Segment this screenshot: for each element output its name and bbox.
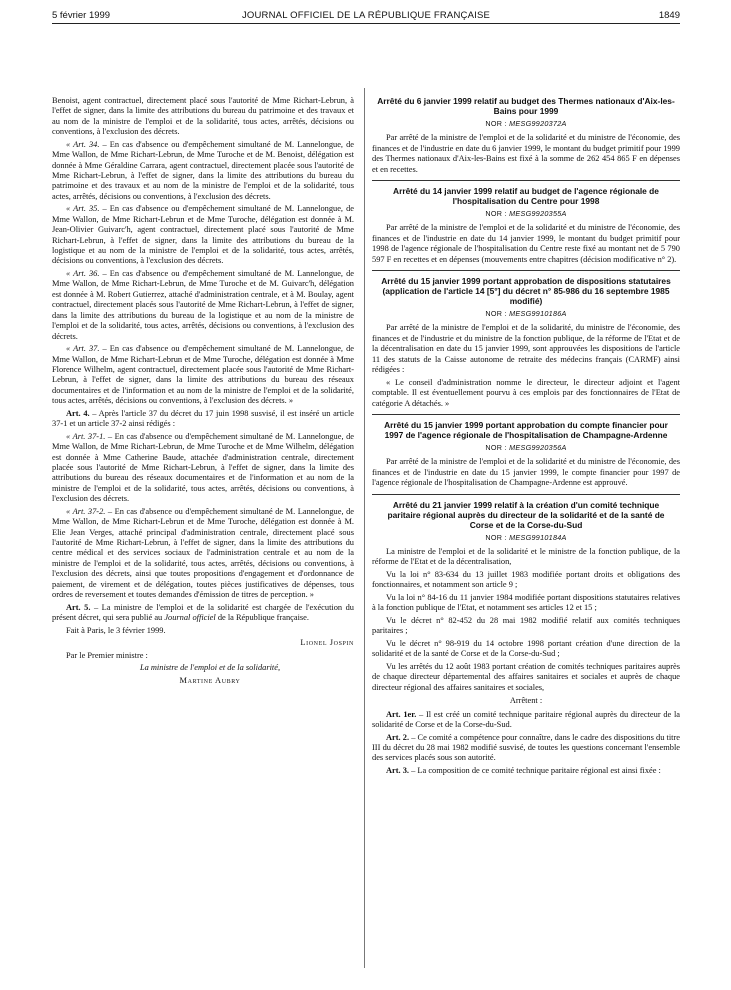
decree-5-article-2-label: Art. 2.	[386, 732, 410, 742]
decree-block-4	[372, 420, 680, 489]
decree-5-article-1-label: Art. 1er.	[386, 709, 417, 719]
decree-5-nor-code: MESG9910184A	[509, 532, 567, 542]
signature-prime-minister: Lionel Jospin	[300, 638, 354, 648]
article-37-label: « Art. 37.	[66, 344, 100, 354]
block-separator	[372, 414, 680, 415]
article-37-1	[52, 432, 354, 505]
decree-5-article-3-text: – La composition de ce comité technique paritaire régional est ainsi fixée :	[409, 765, 661, 775]
decree-1-text: Par arrêté de la ministre de l'emploi et de la solidarité et du ministre de l'économie, des finances et de l'industrie en date du 6 janvier 1999, le montant du budget primitif pour 1999 des Thermes nationaux d'Aix-les-Bains est fixé à la somme de 262 454 865 F en dépenses et en recettes.	[372, 133, 680, 174]
article-37-text: – En cas d'absence ou d'empêchement simultané de M. Lannelongue, de Mme Wallon, de Mme Richart-Lebrun et de Mme Turoche, délégation est donnée à Mme Florence Wilhelm, agent contractuel, directement placée sous l'autorité de Mme Richart-Lebrun, à l'effet de signer, dans la limite des attributions du bureau des réseaux documentaires et de l'information et au nom de la ministre de l'emploi et de la solidarité, tous actes, arrêtés, décisions ou conventions, à l'exclusion des décrets. »	[52, 344, 355, 406]
column-divider	[364, 88, 365, 968]
decree-5-visa-1: Vu la loi n° 83-634 du 13 juillet 1983 modifiée portant droits et obligations des fonctionnaires, et notamment son article 9 ;	[372, 569, 680, 590]
article-37-2-text: – En cas d'absence ou d'empêchement simultané de M. Lannelongue, de Mme Wallon, de Mme Richart-Lebrun et de Mme Turoche, délégation est donnée à M. Elie Jean Verges, attaché principal d'administration centrale, directement placé sous l'autorité de Mme Richart-Lebrun, à l'effet de signer, dans la limite des attributions du centre médical et des services sociaux de l'administration centrale et au nom de la ministre de l'emploi et de la solidarité, tous actes, arrêtés, décisions ou conventions, à l'exclusion des décrets, ainsi que toutes propositions d'engagement et d'ordonnance de paiement, de virement et de délégation, toutes pièces justificatives de dépenses, tous ordres de reversement et toutes demandes d'émission de titres de perception. »	[52, 506, 354, 599]
article-35-text: – En cas d'absence ou d'empêchement simultané de M. Lannelongue, de Mme Wallon, de Mme Richart-Lebrun et de Mme Turoche, délégation est donnée à M. Jean-Olivier Guivarc'h, agent contractuel, directement placé sous l'autorité de Mme Richart-Lebrun, à l'effet de signer, dans la limite des attributions du bureau de la logistique et au nom de la ministre de l'emploi et de la solidarité, tous actes, arrêtés, décisions ou conventions, à l'exclusion des décrets.	[52, 204, 355, 266]
page-header	[52, 8, 680, 24]
article-34-label: « Art. 34.	[66, 139, 100, 149]
decree-5-article-1-text: – Il est créé un comité technique paritaire régional auprès du directeur de la solidarité de Corse et de la Corse-du-Sud.	[372, 709, 681, 729]
decree-block-5	[372, 500, 680, 777]
article-5-label: Art. 5.	[66, 602, 91, 612]
article-4	[52, 409, 354, 430]
article-36-label: « Art. 36.	[66, 269, 100, 279]
decree-5-preamble: La ministre de l'emploi et de la solidarité et le ministre de la fonction publique, de la réforme de l'Etat et de la décentralisation,	[372, 546, 680, 567]
decree-4-nor	[372, 443, 680, 453]
article-5-journal-ref: Journal officiel	[164, 613, 216, 622]
block-separator	[372, 494, 680, 495]
signature-by-line: Par le Premier ministre :	[66, 650, 148, 660]
decree-4-text: Par arrêté de la ministre de l'emploi et de la solidarité et du ministre de l'économie, des finances et de l'industrie en date du 15 janvier 1999, le compte financier pour 1997 de l'agence régionale de l'hospitalisation de Champagne-Ardenne est approuvé.	[372, 457, 680, 488]
decree-3-text-1: Par arrêté de la ministre de l'emploi et de la solidarité, du ministre de l'économie, des finances et de l'industrie et du ministre de la fonction publique, de la réforme de l'Etat et de la décentralisation en date du 15 janvier 1999, sont approuvées les dispositions de l'article 11 des statuts de la Caisse autonome de retraite des médecins français (CARMF) ainsi rédigées :	[372, 323, 680, 375]
decree-2-nor-label: NOR :	[485, 209, 510, 219]
decree-3-text-2: « Le conseil d'administration nomme le directeur, le directeur adjoint et l'agent comptable. Il est éventuellement pourvu à ces emplois par des fonctionnaires de l'Etat de catégorie A détachés. »	[372, 377, 680, 408]
signature-minister-title: La ministre de l'emploi et de la solidarité,	[139, 663, 281, 673]
article-37-2	[52, 507, 354, 601]
article-5-text-b: de la République française.	[215, 613, 309, 622]
decree-1-title: Arrêté du 6 janvier 1999 relatif au budget des Thermes nationaux d'Aix-les-Bains pour 1999	[377, 96, 675, 116]
article-34	[52, 140, 354, 202]
decree-5-visa-4: Vu le décret n° 98-919 du 14 octobre 1998 portant création d'une direction de la solidarité et de la santé de Corse et de la Corse-du-Sud ;	[372, 638, 680, 659]
signature-date: Fait à Paris, le 3 février 1999.	[66, 625, 166, 635]
decree-3-nor-code: MESG9910186A	[509, 309, 567, 319]
article-35	[52, 204, 354, 266]
signature-minister-name: Martine Aubry	[179, 675, 241, 685]
decree-4-nor-code: MESG9920356A	[509, 442, 567, 452]
decree-2-nor	[372, 209, 680, 219]
decree-5-title: Arrêté du 21 janvier 1999 relatif à la création d'un comité technique paritaire régional auprès du directeur de la solidarité et de la santé de Corse et de la Corse-du-Sud	[387, 499, 665, 530]
decree-1-nor-code: MESG9920372A	[509, 119, 567, 128]
decree-5-article-2-text: – Ce comité a compétence pour connaître, dans le cadre des dispositions du titre III du décret du 28 mai 1982 modifié susvisé, de toutes les questions concernant l'ensemble des services placés sous son autorité.	[372, 732, 680, 763]
left-column	[52, 96, 354, 689]
article-36	[52, 269, 354, 342]
decree-5-article-1	[372, 710, 680, 731]
article-35-label: « Art. 35.	[66, 204, 100, 214]
article-4-label: Art. 4.	[66, 408, 90, 418]
decree-5-visa-5: Vu les arrêtés du 12 août 1983 portant création de comités techniques paritaires auprès de chaque directeur départemental des affaires sanitaires et sociales et auprès de chaque directeur régional des affaires sanitaires et sociales,	[372, 661, 680, 692]
decree-5-arretent: Arrêtent :	[509, 696, 543, 706]
decree-4-nor-label: NOR :	[485, 442, 510, 452]
decree-5-article-3-label: Art. 3.	[386, 765, 410, 775]
decree-5-visa-2: Vu la loi n° 84-16 du 11 janvier 1984 modifiée portant dispositions statutaires relatives à la fonction publique de l'Etat, et notamment ses articles 12 et 15 ;	[372, 592, 680, 613]
decree-2-text: Par arrêté de la ministre de l'emploi et de la solidarité et du ministre de l'économie, des finances et de l'industrie en date du 14 janvier 1999, le montant du budget primitif pour 1998 de l'agence régionale de l'hospitalisation du Centre reste fixé au montant net de 5 790 597 F en recettes et en dépenses (mouvements entre chapitres (décision modificative n° 2).	[372, 223, 680, 264]
decree-5-nor	[372, 533, 680, 543]
decree-3-title: Arrêté du 15 janvier 1999 portant approbation de dispositions statutaires (application de l'article 14 [5°] du décret n° 85-986 du 16 septembre 1985 modifié)	[381, 276, 671, 307]
decree-2-title: Arrêté du 14 janvier 1999 relatif au budget de l'agence régionale de l'hospitalisation du Centre pour 1998	[393, 186, 659, 207]
header-date: 5 février 1999	[52, 10, 111, 21]
block-separator	[372, 180, 680, 181]
block-separator	[372, 270, 680, 271]
decree-4-title: Arrêté du 15 janvier 1999 portant approbation du compte financier pour 1997 de l'agence régionale de l'hospitalisation de Champagne-Ardenne	[384, 419, 668, 440]
header-rule	[52, 23, 680, 24]
decree-5-article-2	[372, 733, 680, 764]
article-37	[52, 344, 354, 406]
right-column	[372, 96, 680, 780]
decree-3-nor	[372, 309, 680, 319]
header-page-number: 1849	[658, 10, 680, 21]
article-36-text: – En cas d'absence ou d'empêchement simultané de M. Lannelongue, de Mme Wallon, de Mme Richart-Lebrun, de Mme Turoche et de M. Guivarc'h, délégation est donnée à M. Robert Gutierrez, attaché d'administration centrale, et à M. Boulay, agent contractuel, directement placés sous l'autorité de Mme Richart-Lebrun, à l'effet de signer, dans la limite des attributions du bureau de la logistique et au nom de la ministre de l'emploi et de la solidarité, tous actes, arrêtés, décisions ou conventions, à l'exclusion des décrets.	[52, 269, 355, 341]
article-37-2-label: « Art. 37-2.	[66, 506, 106, 516]
decree-5-visa-3: Vu le décret n° 82-452 du 28 mai 1982 modifié relatif aux comités techniques paritaires ;	[372, 615, 680, 636]
article-34-text: – En cas d'absence ou d'empêchement simultané de M. Lannelongue, de Mme Wallon, de Mme Richart-Lebrun, de Mme Turoche et de M. Benoist, délégation est donnée à Mme Géraldine Carrara, agent contractuel, directement placée sous l'autorité de Mme Richart-Lebrun, à l'effet de signer, dans la limite des attributions du bureau du patrimoine et des travaux et au nom de la ministre de l'emploi et de la solidarité, tous actes, arrêtés, décisions ou conventions, à l'exclusion des décrets.	[52, 139, 355, 201]
decree-3-nor-label: NOR :	[485, 309, 510, 319]
decree-1-nor	[372, 119, 680, 129]
header-journal-title: JOURNAL OFFICIEL DE LA RÉPUBLIQUE FRANÇAISE	[241, 10, 491, 21]
decree-block-1	[372, 96, 680, 175]
decree-2-nor-code: MESG9920355A	[509, 209, 567, 219]
decree-block-2	[372, 186, 680, 265]
decree-1-nor-label: NOR :	[485, 119, 510, 128]
decree-5-article-3	[372, 766, 680, 776]
article-5-text-a: – La ministre de l'emploi et de la solidarité est chargée de l'exécution du présent décret, qui sera publié au	[52, 602, 354, 622]
article-5	[52, 603, 354, 624]
decree-5-nor-label: NOR :	[485, 532, 510, 542]
paragraph-continuation: Benoist, agent contractuel, directement placé sous l'autorité de Mme Richart-Lebrun, à l'effet de signer, dans la limite des attributions du bureau du patrimoine et des travaux et au nom de la ministre de l'emploi et de la solidarité, tous actes, arrêtés, décisions ou conventions, à l'exclusion des décrets.	[52, 96, 354, 137]
article-37-1-label: « Art. 37-1.	[66, 431, 106, 441]
decree-block-3	[372, 276, 680, 409]
article-4-text: – Après l'article 37 du décret du 17 juin 1998 susvisé, il est inséré un article 37-1 et un article 37-2 ainsi rédigés :	[52, 408, 354, 429]
article-37-1-text: – En cas d'absence ou d'empêchement simultané de M. Lannelongue, de Mme Wallon, de Mme Richart-Lebrun, de Mme Turoche et de Mme Wilhelm, délégation est donnée à Mme Catherine Baude, attachée d'administration centrale, directement placée sous l'autorité de Mme Richart-Lebrun, à l'effet de signer, dans la limite des attributions du bureau des réseaux documentaires et de l'information et au nom de la ministre de l'emploi et de la solidarité, tous actes, arrêtés, décisions ou conventions, à l'exclusion des décrets.	[52, 431, 354, 504]
